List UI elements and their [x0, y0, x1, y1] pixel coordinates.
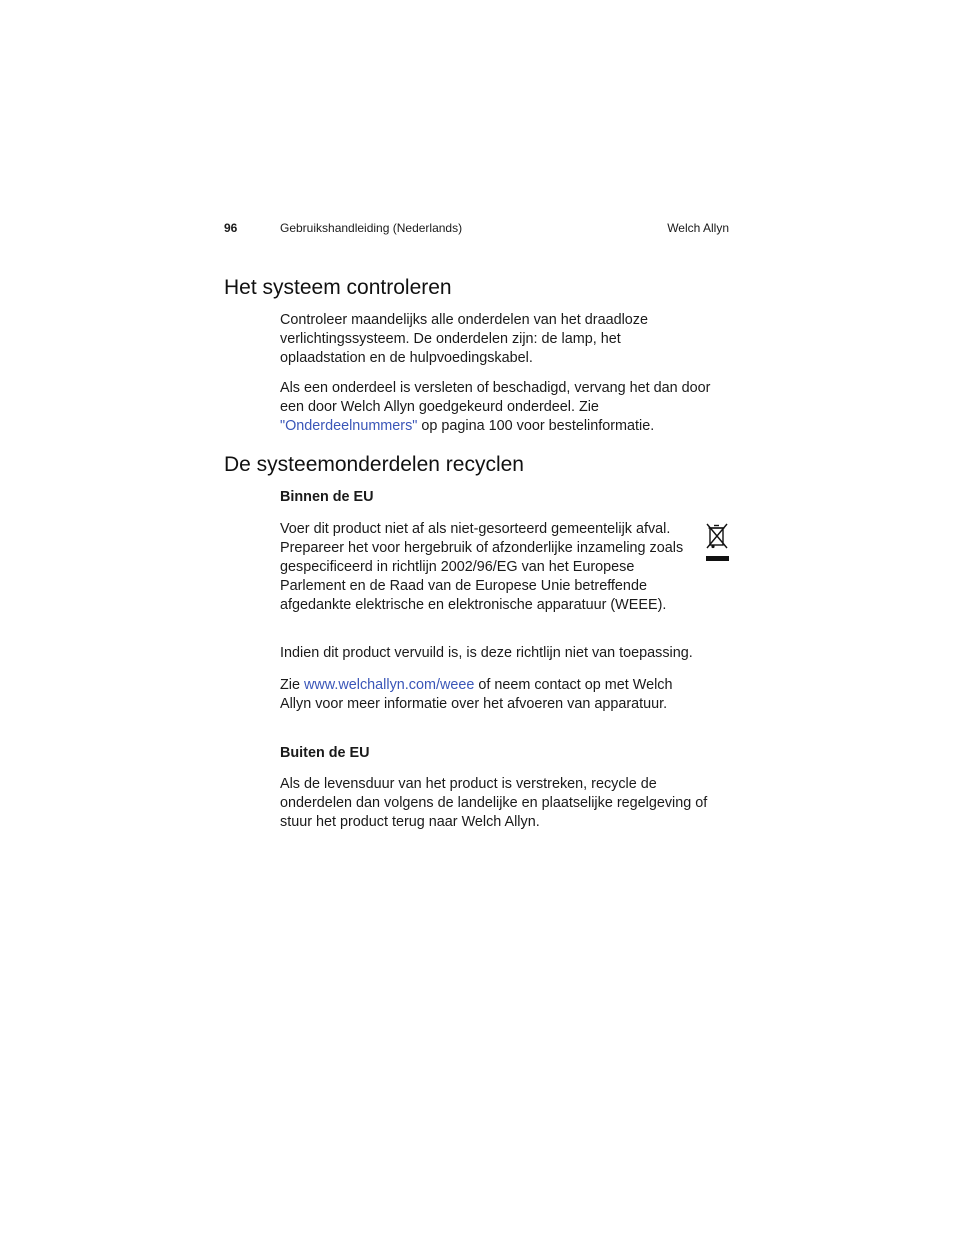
manual-title: Gebruikshandleiding (Nederlands) [280, 221, 463, 235]
page-header [224, 221, 729, 239]
eu-paragraph-3-text-a: Zie [280, 677, 304, 693]
onderdeelnummers-link[interactable]: "Onderdeelnummers" [280, 418, 418, 434]
section-title-check-system: Het systeem controleren [224, 276, 452, 299]
check-paragraph-2 [280, 379, 720, 436]
subheading-eu: Binnen de EU [280, 489, 374, 505]
weee-website-link[interactable]: www.welchallyn.com/weee [304, 677, 475, 693]
eu-paragraph-1: Voer dit product niet af als niet-gesorteerd gemeentelijk afval. Prepareer het voor hergebruik of afzonderlijke inzameling zoals gespecificeerd in richtlijn 2002/96/EG van het Europese Parlement en de Raad van de Europese Unie betreffende afgedankte elektrische en elektronische apparatuur (WEEE). [280, 521, 684, 613]
crossed-out-wheelie-bin-icon [705, 522, 729, 562]
eu-paragraph-3-text-b: of neem contact op met Welch Allyn voor meer informatie over het afvoeren van apparatuur. [280, 677, 673, 712]
page-number: 96 [224, 221, 238, 235]
check-paragraph-2-text-a: Als een onderdeel is versleten of beschadigd, vervang het dan door een door Welch Allyn goedgekeurd onderdeel. Zie [280, 380, 711, 415]
eu-paragraph-3 [280, 676, 700, 714]
check-paragraph-2-text-b: op pagina 100 voor bestelinformatie. [417, 418, 655, 434]
eu-paragraph-2: Indien dit product vervuild is, is deze richtlijn niet van toepassing. [280, 645, 693, 661]
subheading-non-eu: Buiten de EU [280, 745, 370, 761]
non-eu-paragraph: Als de levensduur van het product is verstreken, recycle de onderdelen dan volgens de landelijke en plaatselijke regelgeving of stuur het product terug naar Welch Allyn. [280, 776, 708, 830]
check-paragraph-1: Controleer maandelijks alle onderdelen van het draadloze verlichtingssysteem. De onderdelen zijn: de lamp, het oplaadstation en de hulpvoedingskabel. [280, 312, 648, 366]
section-title-recycle: De systeemonderdelen recyclen [224, 453, 524, 476]
company-name: Welch Allyn [667, 221, 729, 235]
